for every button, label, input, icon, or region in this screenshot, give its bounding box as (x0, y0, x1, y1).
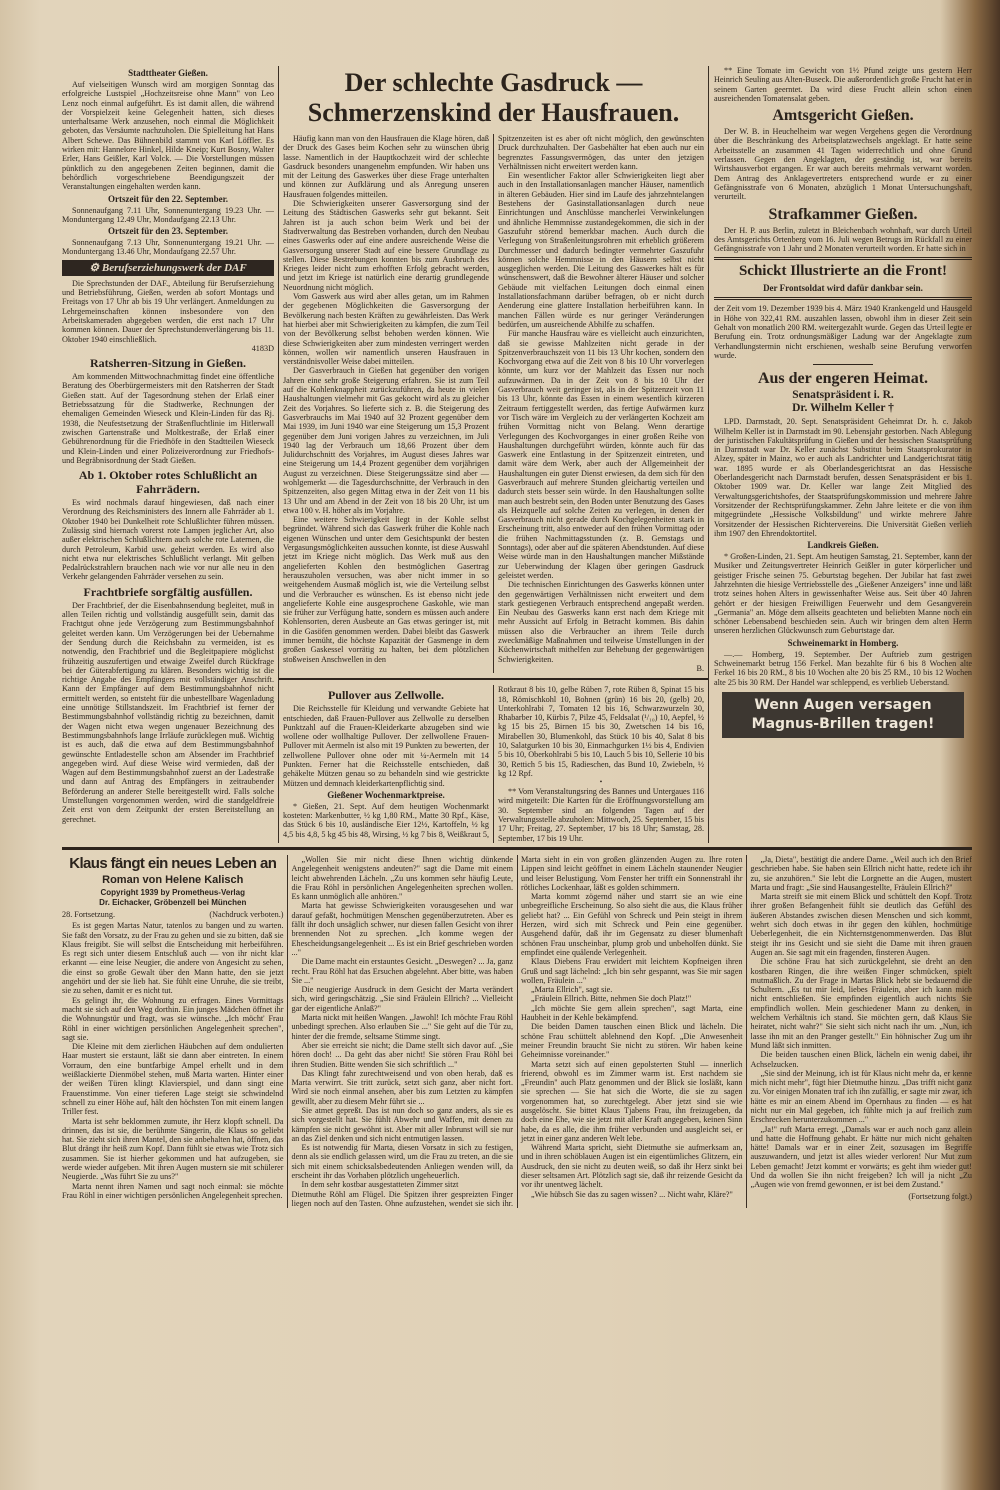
paragraph: „Ja!" ruft Marta erregt. „Damals war er auch noch ganz allein und hatte die Hoffnung gehabt. Er hätte nur mich nicht gehalten hätte! Damals war er in einer Zeit, sozusagen im Begriffe auszuwandern, und jetzt ist alles wieder verloren! Nur Mut zum Leben gemacht! Jetzt kommt er vorwärts; es geht ihm wieder gut! Und da wollen Sie ihn nicht freigeben? Ich will ja nicht „Zu „Augen wie von fremd gewonnen, er ist bei dem Zustand." (750, 1124, 972, 1190)
bann-body: ** Vom Veranstaltungsring des Bannes und Untergaues 116 wird mitgeteilt: Die Karten für die Eröffnungsvorstellung am 30. September sind an folgenden Tagen auf der Verwaltungsstelle abzuholen: Mittwoch, 25. September, 15 bis 17 Uhr; Freitag, 27. September, 17 bis 18 Uhr; Samstag, 28. September, 17 bis 19 Uhr. (498, 787, 704, 843)
daf-banner (62, 260, 274, 276)
heimat-subtitle-1: Senatspräsident i. R. (792, 389, 894, 402)
ortszeit-22-body: Sonnenaufgang 7.11 Uhr, Sonnenuntergang 19.23 Uhr. — Monduntergang 12.49 Uhr, Mondaufgang 22.13 Uhr. (62, 205, 274, 224)
pullover-section (283, 685, 704, 843)
paragraph: Marta kommt zögernd näher und starrt sie an wie eine unbegreifliche Erscheinung. So also sieht die aus, die Klaus früher geliebt hat? ... Ein Gefühl von Schreck und Pein steigt in ihrem Herzen, wird sich mit Schreck und Pein eine gegenüber. Ausgehend dafür, daß ihr im Gegensatz zu dieser blumenhaft schönen Frau unscheinbar, plump grob und unbeholfen dünkt. Sie empfindet eine quälende Verlegenheit. (521, 892, 743, 957)
paragraph: In dem sehr kostbar ausgestatteten Zimmer sitzt (301, 1180, 459, 1190)
paragraph: Das Klingt fahr zurechtweisend und von oben herab, daß es Marta verwirrt. Sie tritt zurück, setzt sich ganz, aber nicht fort. Wird sie noch einmal ansehen, aber bis zum Letzten zu kämpfen gewillt, aber zu diesem Mehr führt sie ... (291, 1068, 513, 1106)
paragraph: Es ist notwendig für Marta, diesen Vorsatz in sich zu festigen, denn als sie endlich gelassen wird, um die Frau zu treten, an die sie sich mit einem schicksalsbedeutenden Anliegen wenden will, da erscheint ihr das Vorhaben plötzlich ungeheuerlich. (291, 1143, 513, 1181)
schweinemarkt-body: —.— Homberg, 19. September. Der Auftrieb zum gestrigen Schweinemarkt betrug 156 Ferkel. Man bezahlte für 6 bis 8 Wochen alte Ferkel 16 bis 20 RM., 8 bis 10 Wochen alte 20 bis 25 RM., 10 bis 12 Wochen alte 25 bis 30 RM. Der Handel war schleppend, es verblieb Ueberstand. (714, 649, 972, 687)
tomate-notice: ** Eine Tomate im Gewicht von 1½ Pfund zeigte uns gestern Herr Heinrich Seuling aus Alten-Buseck. Die außerordentlich große Frucht hat er in seinem Garten geerntet. Da wird diese Frucht allein schon einen ausreichenden Tomatensalat geben. (714, 66, 972, 103)
pullover-title: Pullover aus Zellwolle. (327, 688, 445, 703)
paragraph: Es ist gegen Martas Natur, tatenlos zu bangen und zu warten. Sie faßt den Vorsatz, zu der Frau zu gehen und sie zu bitten, daß sie Klaus freigibt. Sie will selbst die Entscheidung mit herbeiführen. Es regt sich unter diesem Entschluß auch — von ihr nicht klar erkannt — eine leise Neugier, die andere von Angesicht zu sehen, die einst so große Gewalt über den Mann hatte, den sie jetzt angehört und der sie lieb hat. Sie fühlt eine Unruhe, die sie treibt, sie zu sehen, damit er es nicht tut. (62, 921, 284, 996)
illustrierte-title: Schickt Illustrierte an die Front! (738, 263, 948, 280)
stadttheater-body: Auf vielseitigen Wunsch wird am morgigen Sonntag das erfolgreiche Lustspiel „Hochzeitsreise ohne Mann" von Leo Lenz noch einmal aufgeführt. Es ist damit allen, die während der Vorspielzeit keine Gelegenheit hatten, sich dieses unterhaltsame Werk anzusehen, noch einmal die Möglichkeit geboten, das Versäumte nachzuholen. Die Spielleitung hat Hans Albert Schewe. Das Bühnenbild stammt von Karl Löffler. Es wirken mit: Hannelore Hinkel, Hilde Kneip; Kurt Bosny, Walter Erler, Hans Geißler, Karl Volck. — Die Vorstellungen müssen pünktlich zu den angegebenen Zeiten beginnen, damit die behördlich vorgeschriebene Beendigungszeit der Veranstaltungen eingehalten werden kann. (62, 80, 274, 192)
ad-line-2: Magnus-Brillen tragen! (751, 715, 935, 732)
paragraph: „Wollen Sie mir nicht diese Ihnen wichtig dünkende Angelegenheit wenigstens andeuten?" sagt die Dame mit einem leicht abwehrenden Lächeln. „Zu uns kommen sehr häufig Leute, die Frau Röhl in persönlichen Angelegenheiten sprechen wollen. Es kann unmöglich alle anhören." (291, 854, 513, 902)
stadttheater-title: Stadttheater Gießen. (128, 68, 208, 78)
headline-line-2: Schmerzenskind der Hausfrauen. (307, 98, 680, 127)
paragraph: Marta streift sie mit einem Blick und schüttelt den Kopf. Trotz ihrer großen Befangenheit fühlt sie deutlich das Gefühl des äußeren Abstandes zwischen diesen Menschen und sich kommt, wehrt sich doch etwas in ihr gegen den kühlen, hochmütige Ueberlegenheit, die ein Nichternstgenommenwerden. Das Blut steigt ihr ins Gesicht und sie sieht die Dame mit ihren grauen Augen an. Sie sagt mit ein fragenden, finsteren Augen. (750, 892, 972, 957)
gasdruck-article (283, 134, 704, 673)
ratsherren-body: Am kommenden Mittwochnachmittag findet eine öffentliche Beratung des Oberbürgermeisters mit den Ratsherren der Stadt Gießen statt. Auf der Tagesordnung stehen der Erlaß einer Betriebssatzung für die Stadtwerke, Rechnungen der ehemaligen Gemeinden Wieseck und Klein-Linden für das Rj. 1938, die Neufestsetzung der Straßenfluchtlinie im Hitlerwall zwischen Gartenstraße und Moltkestraße, der Erlaß einer Gebührenordnung für die Friedhöfe in den Stadtteilen Wieseck und Klein-Linden und einer Polizeiverordnung zur Friedhofs- und Begräbnisordnung der Stadt Gießen. (62, 372, 274, 465)
daf-body: Die Sprechstunden der DAF., Abteilung für Berufserziehung und Betriebsführung, Gießen, werden ab sofort Montags und Freitags von 17 Uhr ab bis 19 Uhr verlängert. Anmeldungen zu Lehrgemeinschaften können insbesondere von den Arbeitskameraden abgegeben werden, die erst nach 17 Uhr kommen können. Dauer der Sprechstundenverlängerung bis 11. Oktober 1940 einschließlich. (62, 278, 274, 344)
novel-author: Roman von Helene Kalisch (102, 873, 244, 886)
paragraph: Marta nennt ihren Namen und sagt noch einmal: sie möchte Frau Röhl in einer wichtigen persönlichen Angelegenheit sprechen. (62, 1181, 284, 1200)
illustrierte-box (714, 257, 972, 300)
illustrierte-subtitle: Der Frontsoldat wird dafür dankbar sein. (763, 283, 923, 294)
gasdruck-headline (283, 68, 704, 128)
ortszeit-23-body: Sonnenaufgang 7.13 Uhr, Sonnenuntergang 19.21 Uhr. — Monduntergang 13.46 Uhr, Mondaufgang 22.57 Uhr. (62, 238, 274, 257)
landkreis-title: Landkreis Gießen. (807, 540, 879, 551)
schlusslicht-title: Ab 1. Oktober rotes Schlußlicht an Fahrrädern. (78, 468, 258, 497)
paragraph: Sie atmet gepreßt. Das ist nun doch so ganz anders, als sie es sich vorgestellt hat. Sie fühlt Abwehr und Waffen, mit denen zu kämpfen sie nicht gewöhnt ist. Aber mit aller Inbrunst will sie nur an das Ziel denken und sich nicht entmutigen lassen. (291, 1105, 513, 1143)
paragraph: „Ich möchte Sie gern allein sprechen", sagt Marta, eine Haubheit in der Kehle bekämpfend. (521, 1003, 743, 1023)
amtsgericht-body: Der W. B. in Heuchelheim war wegen Vergehens gegen die Verordnung über die Beschränkung des Arbeitsplatzwechsels angeklagt. Er hatte seine Arbeitsstelle an zusammen 41 Tagen widerrechtlich und ohne Grund verlassen. Gegen den Angeklagten, der geständig ist, war bereits Wirtshausverbot ergangen. Er war auch bereits mehrmals verwarnt worden. Dem Antrag des Anklagevertreters entsprechend wurde er zu einer Gefängnisstrafe von 6 Monaten, abzüglich 1 Monat Untersuchungshaft, verurteilt. (714, 127, 972, 202)
pullover-body: Die Reichsstelle für Kleidung und verwandte Gebiete hat entschieden, daß Frauen-Pullover aus Zellwolle zu derselben Punktzahl auf die Frauen-Kleiderkarte abzugeben sind wie wollene oder wollhaltige Pullover. Der zellwollene Frauen-Pullover mit Aermeln ist also mit 19 Punkten zu bewerten, der zellwollene Pullover ohne oder mit ¼-Aermeln mit 14 Punkten. Ferner hat die Reichsstelle entschieden, daß gehäkelte Mützen genau so zu behandeln sind wie gestrickte Mützen und demnach kleiderkartenpflichtig sind. (283, 704, 489, 788)
paragraph: Klaus Diebens Frau erwidert mit leichtem Kopfneigen ihren Gruß und sagt lächelnd: „Ich bin sehr gespannt, was Sie mir sagen wollen, Fräulein ..." (521, 957, 743, 985)
heimat-title: Aus der engeren Heimat. (757, 370, 929, 388)
paragraph: Die schöne Frau hat sich zurückgelehnt, sie dreht an den kostbaren Ringen, die ihre weißen Finger schmücken, spielt mutmaßlich. Zu der Frage in Martas Blick hebt sie bedauernd die Schultern. „Es tut mir leid, liebes Fräulein, aber ich kann mich nicht entschließen. Sie empfinden eigentlich auch nichts Sie empfindlich wollen. Mein geschiedener Mann zu denken, in welchem Verhältnis ich stand. Sie möchten gern, daß Klaus Sie heiratet, nicht wahr?" Sie sieht sich nicht nach ihr um. „Nun, ich lasse ihn mit an den Pranger gestellt." Ein höhnischer Zug um ihr Mund läßt sich inmitten. (750, 957, 972, 1050)
divider-star: • (599, 778, 603, 787)
magnus-brillen-ad (722, 692, 964, 738)
schweinemarkt-title: Schweinemarkt in Homberg. (787, 637, 899, 648)
paragraph: Während Marta spricht, sieht Dietmuthe sie aufmerksam an, und in ihren schöblauen Augen ist ein eigentümliches Glitzern, ein Ausdruck, den sie nicht zu deuten weiß, so daß ihr Herz sinkt bei dieser seltsamen Art. Plötzlich sagt sie, daß ihr reizende Gesicht da vor ihr unentweg lächelt. (521, 1143, 743, 1190)
paragraph: Häufig kann man von den Hausfrauen die Klage hören, daß der Druck des Gases beim Kochen sehr zu wünschen übrig lasse. Namentlich in der Hauptkochzeit wird der schlechte Gasdruck besonders unangenehm empfunden. Wir haben uns mit der Leitung des Gaswerkes über diese Frage unterhalten und können zur Aufklärung und als Anregung unseren Hausfrauen folgendes mitteilen. (283, 134, 489, 199)
paragraph: Spitzenzeiten ist es aber oft nicht möglich, den gewünschten Druck durchzuhalten. Der Gasbehälter hat eben auch nur ein begrenztes Fassungsvermögen, das unter den jetzigen Verhältnissen nicht erweitert werden kann. (498, 134, 704, 171)
paragraph: Die neugierige Ausdruck in dem Gesicht der Marta verändert sich, wird geringschätzig. „Sie sind Fräulein Ellrich? ... Vielleicht gar der eigentliche Anlaß?" (291, 985, 513, 1013)
paragraph: „Fräulein Ellrich. Bitte, nehmen Sie doch Platz!" (531, 994, 692, 1004)
paragraph: Eine weitere Schwierigkeit liegt in der Kohle selbst begründet. Während sich das Gaswerk früher die Kohle nach eigenen Wünschen und unter dem Gesichtspunkt der besten Vergasungsmöglichkeiten aussuchen konnte, ist diese Auswahl jetzt im Kriege nicht möglich. Das Werk muß aus den angelieferten Kohlen den bestmöglichen Gasertrag herauszuholen versuchen, was aber nicht immer in so weitgehendem Ausmaß möglich ist, wie die Verteilung selbst und die Verbraucher es wünschen. Es ist ebenso nicht jede angelieferte Kohle eine ausgesprochene Gaskohle, wie man sie früher zur Verfügung hatte, sondern es müssen auch andere Kohlensorten, deren Ausbeute an Gas etwas geringer ist, mit in die Gasöfen genommen werden. Dabei bleibt das Gaswerk immer bemüht, die höchste Kapazität der Gasmenge in dem großen Gaskessel vorrätig zu halten, bei dem plötzlichen stoßweisen Anschwellen in den (283, 515, 489, 664)
paragraph: Marta nickt mit heißen Wangen. „Jawohl! Ich möchte Frau Röhl unbedingt sprechen. Also erlauben Sie ..." Sie geht auf die Tür zu, hinter der die fremde, seltsame Stimme singt. (291, 1013, 513, 1041)
separator (813, 364, 873, 365)
reprint-notice: (Nachdruck verboten.) (209, 909, 284, 919)
ortszeit-22-title: Ortszeit für den 22. September. (108, 193, 228, 204)
paragraph: Die Dame macht ein erstauntes Gesicht. „Deswegen? ... Ja, ganz recht. Frau Röhl hat das Ersuchen abgelehnt. Aber bitte, was haben Sie ..." (291, 957, 513, 985)
section-rule (279, 678, 708, 680)
right-column (709, 66, 972, 843)
paragraph: Marta ist sehr beklommen zumute, ihr Herz klopft schnell. Da drinnen, das ist sie, die berühmte Sängerin, die Klaus so geliebt hat. Sie zieht sich ihren Mantel, den sie anbehalten hat, öffnen, das Blut drängt ihr heiß zum Kopf. Dann fühlt sie etwas wie Trotz sich zusammen. Sie ist hierher gekommen und hat aufzugeben, sie werde wieder aufgeben. Mit ihren Augen mustern sie mit schülerer Neugierde. „Was führt Sie zu uns?" (62, 1116, 284, 1182)
paragraph: „Ja, Dieta", bestätigt die andere Dame. „Weil auch ich den Brief geschrieben habe. Sie haben sein Ellrich nicht hatte, redete ich ihr zu, sie anzuhören." Sie lebt die Lorgnette an die Augen, mustert Marta und fragt: „Sie sind Hausangestellte, Fräulein Ellrich?" (750, 854, 972, 892)
ad-line-1: Wenn Augen versagen (754, 696, 932, 713)
paragraph: „Sie sind der Meinung, ich ist für Klaus nicht mehr da, er kenne mich nicht mehr", fügt hier Dietmuthe hinzu. „Das trifft nicht ganz zu. Vor einigen Monaten traf ich ihn zufällig, er sagte mir zwar, ich hätte es mir an einem Abend im Opernhaus zu finden — es hat nicht nur ein Mal gegeben, ich fühlte mich ja auf freilich zum Erschrecken herunterzukommen ..." (750, 1068, 972, 1125)
paragraph: Dietmuthe Röhl am Flügel. Die Spitzen ihrer gespreizten Finger liegen noch auf den Tasten. Ohne aufzustehen, wendet sie sich ihr. Marta sieht in ein von großen glänzenden Augen zu. Ihre roten Lippen sind leicht geöffnet in einem Lächeln staunender Neugier und leiser Belustigung. Vom Fenster her trifft ein Sonnenstrahl ihr rötliches Lockenhaar, läßt es golden schimmern. (291, 854, 743, 1208)
daf-code: 4183D (251, 343, 274, 353)
middle-column (278, 66, 709, 843)
wochenmarkt-body: * Gießen, 21. Sept. Auf dem heutigen Wochenmarkt kosteten: Markenbutter, ½ kg 1,80 RM., Matte 30 Rpf., Käse, das Stück 6 bis 10, ausländische Eier 12½, Kartoffeln, ½ kg 4,5 bis 4,8, 5 kg 45 bis 48, Wirsing, ½ kg 7 bis 8, Weißkraut 5, Rotkraut 8 bis 10, gelbe Rüben 7, rote Rüben 8, Spinat 15 bis 18, Römischkohl 10, Bohnen (grün) 16 bis 20, (gelb) 20, Unterkohlrabi 7, Tomaten 12 bis 16, Schwarzwurzeln 30, Rhabarber 10, Kürbis 7, Pilze 45, Feldsalat (¹/₁₀) 10, Aepfel, ½ kg 15 bis 25, Birnen 15 bis 30, Zwetschen 14 bis 16, Mirabellen 30, Blumenkohl, das Stück 10 bis 40, Salat 8 bis 10, Salatgurken 10 bis 30, Einmachgurken 1½ bis 4, Endivien 5 bis 10, Oberkohlrabi 5 bis 10, Lauch 5 bis 10, Sellerie 10 bis 30, Rettich 5 bis 15, Radieschen, das Bund 10, Zwiebeln, ½ kg 12 Rpf. (283, 685, 704, 839)
heimat-subtitle-2: Dr. Wilhelm Keller † (792, 402, 894, 415)
paragraph: „Wie hübsch Sie das zu sagen wissen? ... Nicht wahr, Kläre?" (531, 1189, 733, 1199)
strafkammer-title: Strafkammer Gießen. (768, 205, 918, 223)
ratsherren-title: Ratsherren-Sitzung in Gießen. (89, 356, 247, 371)
top-section (62, 66, 972, 843)
headline-line-1: Der schlechte Gasdruck — (344, 68, 643, 97)
strafkammer-body-continued: der Zeit vom 19. Dezember 1939 bis 4. März 1940 Krankengeld und Hausgeld in Höhe von 322,41 RM. auszahlen lassen, obwohl ihm in dieser Zeit sein Gehalt von monatlich 200 RM. weitergezahlt wurde. Gegen das Urteil legte er Berufung ein. Trotz ordnungsmäßiger Ladung war der Angeklagte zum Verhandlungstermin nicht erschienen, weshalb seine Berufung verworfen wurde. (714, 304, 972, 360)
paragraph: Die Schwierigkeiten unserer Gasversorgung sind der Leitung des Städtischen Gaswerks sehr gut bekannt. Seit Jahren ist ja auch schon beim Werk und bei der Stadtverwaltung das Bestreben vorhanden, durch den Neubau eines Gaswerks oder auf eine andere ausreichende Weise die Gasversorgung unserer Stadt auf eine bessere Grundlage zu stellen. Diese Bestrebungen konnten bis zum Ausbruch des Krieges leider nicht zum erhofften Erfolg gebracht werden, und jetzt im Kriege ist natürlich eine derartig grundlegende Neuordnung nicht möglich. (283, 199, 489, 292)
paragraph: Ein wesentlicher Faktor aller Schwierigkeiten liegt aber auch in den Installationsanlagen mancher Häuser, namentlich in älteren Gebäuden. Hier sind im Laufe des jahrzehntelangen Bestehens der Gasinstallationsanlagen durch neue Einrichtungen und Anschlüsse mancherlei Verwinkelungen und ähnliche Hemmnisse zustandegekommen, die sich in der Gaszufuhr störend bemerkbar machen. Auch durch die Verlegung von Straßenleitungsrohren mit erheblich größerem Durchmesser und dadurch bedingter vermehrter Gaszufuhr können solche Hemmnisse in den Häusern selbst nicht ausgeglichen werden. Die Leitung des Gaswerkes hält es für wünschenswert, daß die Bewohner älterer Häuser und solcher Gebäude mit vielfachen Leitungen doch einmal einen Installationsfachmann darüber befragen, ob er nicht durch Aenderung eine glattere Installation herbeiführen kann. In manchen Fällen würde es nur geringer Veränderungen bedürfen, um ausreichende Abhilfe zu schaffen. (498, 171, 704, 329)
paragraph: Aber sie erreicht sie nicht; die Dame stellt sich davor auf. „Sie hören doch! ... Da geht das aber nicht! Sie stören Frau Röhl bei ihren Studien. Bitte wenden Sie sich schriftlich ..." (291, 1040, 513, 1069)
frachtbriefe-body: Der Frachtbrief, der die Eisenbahnsendung begleitet, muß in allen Teilen richtig und vollständig ausgefüllt sein, damit das Frachtgut ohne jede Verzögerung zum Bestimmungsbahnhof geleitet werden kann. Um Verzögerungen bei der Uebernahme der Sendung durch die Reichsbahn zu vermeiden, ist es notwendig, den Frachtbrief und die Begleitpapiere möglichst frühzeitig auszufertigen und etwaige Zweifel durch Rückfrage bei der Güterabfertigung zu klären. Besonders wichtig ist die richtige Angabe des Empfängers mit vollständiger Anschrift. Kann der Empfänger auf dem Bestimmungsbahnhof nicht ermittelt werden, so entsteht für die unbestellbare Wagenladung eine unnötige Stillstandszeit. Im Frachtbrief ist ferner der Bestimmungsbahnhof vollständig richtig zu bezeichnen, damit der Wagen nicht etwa wegen ungenauer Bezeichnung des Bestimmungsbahnhofs lange Irrläufe zurücklegen muß. Wichtig ist es auch, daß die etwa auf dem Bestimmungsbahnhof gewünschte Entladestelle schon am Absender im Frachtbrief angegeben wird. Auf diese Weise wird vermieden, daß der Wagen auf dem Bestimmungsbahnhof zuerst an der Ladestraße und dann auf Antrag des Empfängers in zeitraubender Beförderung an anderer Stelle bereitgestellt wird. Falls solche Umstellungen vorgenommen werden, wird die standgeldfreie Zeit erst von dem Zeitpunkt der ersten Bereitstellung an gerechnet. (62, 600, 274, 824)
continuation-notice: (Fortsetzung folgt.) (908, 1191, 972, 1201)
gear-emblem-icon: ⚙ (89, 261, 102, 274)
author-initial: B. (696, 663, 704, 673)
strafkammer-body: Der H. P. aus Berlin, zuletzt in Bleichenbach wohnhaft, war durch Urteil des Amtsgerichts Ortenberg vom 16. Juli wegen Betrugs im Rückfall zu einer Gefängnisstrafe von 1 Jahr und 2 Monaten verurteilt worden. Er hatte sich in (714, 225, 972, 254)
installment-row (62, 910, 284, 919)
schlusslicht-body: Es wird nochmals darauf hingewiesen, daß nach einer Verordnung des Reichsministers des Innern alle Fahrräder ab 1. Oktober 1940 bei Dunkelheit rote Schlußlichter führen müssen. Zulässig sind hiernach vorerst rote Lampen jeglicher Art, also außer elektrischen Schlußlichtern auch solche rote Laternen, die durch Petroleum, Karbid usw. geheizt werden. Es wird also nicht etwa nur elektrisches Schlußlicht verlangt. Mit gelben Pedalrückstrahlern brauchen nach wie vor nur alle neu in den Verkehr gelangenden Fahrräder versehen zu sein. (62, 498, 274, 582)
ortszeit-23-title: Ortszeit für den 23. September. (108, 226, 228, 237)
landkreis-body: * Großen-Linden, 21. Sept. Am heutigen Samstag, 21. September, kann der Musiker und Zeitungsvertreter Heinrich Geißler in guter körperlicher und geistiger Frische seinen 75. Geburtstag begehen. Der Jubilar hat fast zwei Jahrzehnten die hiesige Vertriebsstelle des „Gießener Anzeigers" inne und läßt trotz seines hohen Alters in gewissenhafter Weise aus. Seit über 40 Jahren gehört er der hiesigen Freiwilligen Feuerwehr und dem Gesangverein „Germania" an. Möge dem allseits geachteten und beliebten Manne noch ein schöner Lebensabend beschieden sein. Auch wir bringen dem alten Herrn unseren herzlichen Glückwunsch zum Geburtstage dar. (714, 552, 972, 636)
paragraph: Die beiden tauschen einen Blick, lächeln ein wenig dabei, ihr Achselzucken. (750, 1050, 972, 1069)
daf-banner-text: Berufserziehungswerk der DAF (101, 261, 247, 274)
paragraph: Der Gasverbrauch in Gießen hat gegenüber den vorigen Jahren eine sehr große Steigerung erfahren. Sie ist zum Teil auf die Kohlenknappheit zurückzuführen, da heute in vielen Haushaltungen vielmehr mit Gas gekocht wird als zu gleicher Zeit des Vorjahres. So lieferte sich z. B. die Steigerung des Gasverbrauchs im Mai 1940 auf 32 Prozent gegenüber dem Mai 1939, im Juni 1940 war eine Steigerung um 15,3 Prozent gegenüber dem Juni vorigen Jahres zu verzeichnen, im Juli 1940 lag der Verbrauch um 18,66 Prozent über dem Julidurchschnitt des Vorjahres, im August dieses Jahres war eine Steigerung um 14,4 Prozent gegenüber dem vorjährigen August zu verzeichnen. Diese Steigerungssätze sind aber — wohlgemerkt — die Tagesdurchschnitte, der Verbrauch in den Spitzenzeiten, also gegen Mittag etwa in der Zeit von 11 bis 13 Uhr und am Abend in der Zeit von 18 bis 20 Uhr, ist um etwa 100 v. H. höher als im Vorjahre. (283, 366, 489, 515)
paragraph: Die beiden Damen tauschen einen Blick und lächeln. Die schöne Frau schüttelt ablehnend den Kopf. „Die Anwesenheit meiner Freundin braucht Sie nicht zu stören. Wir haben keine Geheimnisse voreinander." (521, 1022, 743, 1060)
paragraph: Die technischen Einrichtungen des Gaswerks können unter den gegenwärtigen Verhältnissen nicht erweitert und dem stark gestiegenen Verbrauch entsprechend angepaßt werden. Ein Neubau des Gaswerks kann erst nach dem Kriege mit mehr Aussicht auf Erfolg in Betracht kommen. Bis dahin müssen also die Verbraucher an ihrem Teile durch zweckmäßige Maßnahmen und teilweise Umstellungen in der Küchenwirtschaft mithelfen zur Behebung der gegenwärtigen Schwierigkeiten. (498, 580, 704, 664)
left-column (62, 66, 278, 843)
copyright-line-2: Dr. Eichacker, Gröbenzell bei München (99, 897, 247, 907)
page-content (62, 0, 972, 1218)
copyright-line-1: Copyright 1939 by Prometheus-Verlag (100, 887, 245, 897)
novel-title: Klaus fängt ein neues Leben an (69, 854, 277, 872)
paragraph: Es gelingt ihr, die Wohnung zu erfragen. Eines Vormittags macht sie sich auf den Weg dorthin. Ein junges Mädchen öffnet ihr die Wohnungstür und fragt, was sie wünsche. „Ich möcht' Frau Röhl in einer wichtigen persönlichen Angelegenheit sprechen", sagt sie. (62, 995, 284, 1042)
paragraph: Für manche Hausfrau wäre es vielleicht auch einzurichten, daß sie gewisse Mahlzeiten nicht gerade in der Spitzenverbrauchszeit von 11 bis 13 Uhr kochen, sondern den Kochvorgang etwa auf die Zeit von 8 bis 10 Uhr vorverlegen könnte, um kurz vor der Mahlzeit das Essen nur noch aufzuwärmen. Da in der Zeit von 8 bis 10 Uhr der Gasverbrauch weit geringer ist, als in der Spitzenzeit von 11 bis 13 Uhr, könnte das Essen in einem wesentlich kürzeren Zeitraum fertiggestellt werden, das fertige Aufwärmen kurz vor Tisch wäre im Vergleich zu der verlängerten Kochzeit am frühen Vormittag nicht von Belang. Wenn derartige Verlegungen des Kochvorganges in einer großen Reihe von Haushaltungen durchgeführt würden, könnte auch für das Gaswerk eine Entlastung in der Spitzenzeit eintreten, und damit wäre dem Werk, aber auch der Allgemeinheit der Haushaltungen ein guter Dienst erwiesen, da dem sich für den Gasverbrauch auf mehrere Stunden gleichartig verteilen und dadurch stets besser sein würde. In den Haushaltungen sollte man auch bestrebt sein, den Boden unter Benutzung des Gases als Heizquelle auf solche Zeiten zu verlegen, in denen der Gasverbrauch nicht gerade durch Kochgelegenheiten stark in Erscheinung tritt, also entweder auf den frühen Vormittag oder die frühen Nachmittagsstunden (z. B. Gemstags und Sonntags), oder aber auf die späteren Abendstunden. Auf diese Weise würde man in den Haushaltungen mancher Mißstände zur Ueberwindung der Klagen über geringen Gasdruck geleistet werden. (498, 329, 704, 580)
novel-section (62, 855, 972, 1208)
paragraph: Marta hat gewisse Schwierigkeiten vorausgesehen und war darauf gefaßt, hochmütigen Menschen gegenüberzutreten. Aber es fällt ihr doch unsäglich schwer, nur diesen fallen Gesicht von ihrer brennenden Not zu sprechen. „Ich komme wegen der Ehescheidungsangelegenheit ... Es ist ein Brief geschrieben worden ..." (291, 901, 513, 957)
installment-number: 28. Fortsetzung. (62, 909, 115, 919)
paragraph: Vom Gaswerk aus wird aber alles getan, um im Rahmen der gegebenen Möglichkeiten die Gasversorgung der Bevölkerung nach besten Kräften zu gewährleisten. Das Werk hat hierbei aber mit Schwierigkeiten zu kämpfen, die zum Teil von der Bevölkerung selbst behoben werden können. Wie diese Schwierigkeiten aber zum mindesten verringert werden können, wollen wir namentlich unseren Hausfrauen in verständnisvoller Weise dabei mitteilen. (283, 292, 489, 367)
paragraph: „Marta Ellrich", sagt sie. (531, 985, 613, 995)
paragraph: Die Kleine mit dem zierlichen Häubchen auf dem ondulierten Haar mustert sie erstaunt, läßt sie dann aber eintreten. In einem Vorraum, den eine buntfarbige Ampel erhellt und in dem weißlackierte Dienmöbel stehen, muß Marta warten. Hinter einer der weißen Türen klingt Klavierspiel, und dann singt eine Frauenstimme. Von einer tieferen Lage steigt sie schwindelnd schnell zu einer Höhe auf, hält den höchsten Ton mit einem langen Triller fest. (62, 1042, 284, 1117)
wochenmarkt-title: Gießener Wochenmarktpreise. (327, 789, 445, 800)
page-section-rule (62, 847, 972, 850)
paragraph: Marta setzt sich auf einen gepolsterten Stuhl — innerlich frierend, obwohl es im Zimmer warm ist. Erst nachdem sie „Freundin" auch Platz genommen und der Blick sie losläßt, kann sie sprechen — Sie hat sich die Worte, die sie zu sagen vorgenommen hat, so zurechtgelegt. Aber jetzt sind sie wie ausgelöscht. Sie bittet Klaus Tjabens Frau, ihn freizugeben, da doch eine Ehe, wie sie jetzt mit aller Kraft angegeben, keinen Sinn habe, da es alle, die ihm früher verbunden und ausgleicht sei, er jetzt in einer ganz anderen Welt lebe. (521, 1059, 743, 1143)
amtsgericht-title: Amtsgericht Gießen. (772, 107, 914, 125)
keller-obituary: LPD. Darmstadt, 20. Sept. Senatspräsident Geheimrat Dr. h. c. Jakob Wilhelm Keller ist in Darmstadt im 90. Lebensjahr gestorben. Nach Ablegung der juristischen Fakultätsprüfung in Gießen und der hessischen Staatsprüfung in Darmstadt war Dr. Keller zunächst Substitut beim Staatsprokurator in Alzey, später in Mainz, wo er auch als Landrichter und Landgerichtsrat tätig war. 1895 wurde er als Oberlandesgerichtsrat an das Hessische Oberlandesgericht nach Darmstadt berufen, dessen Senatspräsident er bis 1. Oktober 1909 war. Dr. Keller war lange Zeit Mitglied des Verwaltungsgerichtshofes, der Staatsprüfungskommission und mehrere Jahre Vorsitzender der Rechtsprüfungskammer. Zehn Jahre leitete er die von ihm mitgegründete „Hessische Volksbildung" und wirkte mehrere Jahre Vorsitzender der Hessischen Richtervereins. Die Universität Gießen verlieh ihm 1907 den Ehrendoktortitel. (714, 417, 972, 538)
frachtbriefe-title: Frachtbriefe sorgfältig ausfüllen. (83, 584, 253, 599)
